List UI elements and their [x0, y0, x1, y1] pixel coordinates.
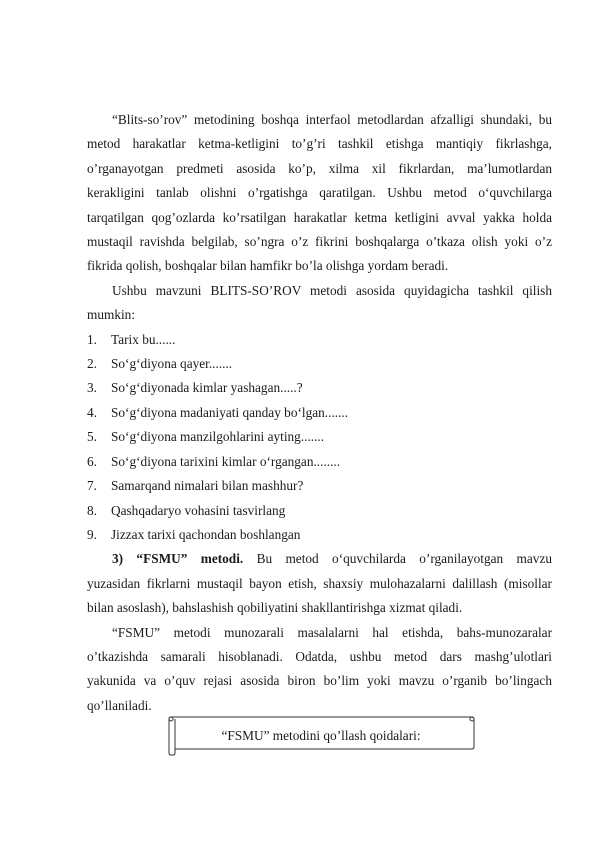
intro-paragraph: [87, 108, 552, 279]
list-text: Qashqadaryo vohasini tasvirlang: [111, 502, 286, 518]
list-item: [87, 376, 552, 400]
intro-line: o’rganayotgan predmeti asosida ko’p, xilma xil fikrlardan, ma’lumotlardan: [87, 160, 552, 176]
list-number: 6.: [87, 453, 97, 469]
list-number: 4.: [87, 404, 97, 420]
list-text: So‘g‘diyona tarixini kimlar o‘rgangan........: [111, 453, 341, 469]
list-number: 9.: [87, 526, 97, 542]
fsmu-paragraph: [87, 547, 552, 620]
list-number: 5.: [87, 429, 97, 445]
list-item: [87, 352, 552, 376]
fsmu-line-text: Bu metod o‘quvchilarda o’rganilayotgan mavzu: [256, 551, 552, 567]
blits-task-line: Ushbu mavzuni BLITS-SO’ROV metodi asosida quyidagicha tashkil qilish: [112, 282, 552, 298]
list-item: [87, 450, 552, 474]
list-text: Samarqand nimalari bilan mashhur?: [111, 478, 304, 494]
document-body: [87, 108, 552, 718]
fsmu-usage-paragraph: [87, 621, 552, 719]
scroll-banner-text: “FSMU” metodini qo’llash qoidalari:: [221, 728, 421, 743]
blits-task-paragraph: [87, 279, 552, 328]
scroll-banner: [165, 716, 477, 756]
list-text: Jizzax tarixi qachondan boshlangan: [111, 526, 301, 542]
list-item: [87, 474, 552, 498]
question-list: [87, 328, 552, 548]
list-number: 3.: [87, 380, 97, 396]
blits-task-line: mumkin:: [87, 307, 136, 323]
fsmu-line: yuzasidan fikrlarni mustaqil bayon etish, shaxsiy mulohazalarni dalillash (misollar: [87, 575, 552, 591]
list-item: [87, 401, 552, 425]
fsmu-line: [87, 547, 552, 571]
intro-line: tarqatilgan qog’ozlarda ko’rsatilgan harakatlar ketma ketligini avval yakka holda: [87, 209, 552, 225]
intro-line: kerakligini tanlab olishni o’rgatishga qaratilgan. Ushbu metod o‘quvchilarga: [87, 185, 552, 201]
intro-line: “Blits-so’rov” metodining boshqa interfaol metodlardan afzalligi shundaki, bu: [112, 112, 552, 127]
list-text: Tarix bu......: [111, 331, 176, 347]
intro-line: fikrida qolish, boshqalar bilan hamfikr bo’la olishga yordam beradi.: [87, 258, 449, 274]
fsmu-usage-line: “FSMU” metodi munozarali masalalarni hal etishda, bahs-munozaralar: [112, 624, 552, 640]
list-item: [87, 499, 552, 523]
intro-line: metod harakatlar ketma-ketligini to’g’ri tashkil etishga mantiqiy fikrlashga,: [87, 136, 552, 152]
list-item: [87, 328, 552, 352]
list-item: [87, 425, 552, 449]
fsmu-usage-line: o’tkazishda samarali hisoblanadi. Odatda, ushbu metod dars mashg’ulotlari: [87, 648, 552, 664]
list-number: 8.: [87, 502, 97, 518]
fsmu-heading: 3) “FSMU” metodi.: [112, 551, 244, 567]
list-text: So‘g‘diyona qayer.......: [111, 356, 233, 372]
intro-line: mustaqil ravishda belgilab, so’ngra o’z fikrini boshqalarga o’tkaza olish yoki o’z: [87, 234, 552, 250]
fsmu-usage-line: qo’llaniladi.: [87, 697, 152, 713]
list-text: So‘g‘diyonada kimlar yashagan.....?: [111, 380, 303, 396]
fsmu-line: bilan asoslash), bahslashish qobiliyatini shakllantirishga xizmat qiladi.: [87, 600, 463, 616]
list-item: [87, 523, 552, 547]
fsmu-usage-line: yakunida va o’quv rejasi asosida biron bo’lim yoki mavzu o’rganib bo’lingach: [87, 673, 552, 689]
list-text: So‘g‘diyona manzilgohlarini ayting.......: [111, 429, 325, 445]
list-number: 7.: [87, 478, 97, 494]
list-text: So‘g‘diyona madaniyati qanday bo‘lgan.......: [111, 404, 349, 420]
list-number: 2.: [87, 356, 97, 372]
list-number: 1.: [87, 331, 97, 347]
